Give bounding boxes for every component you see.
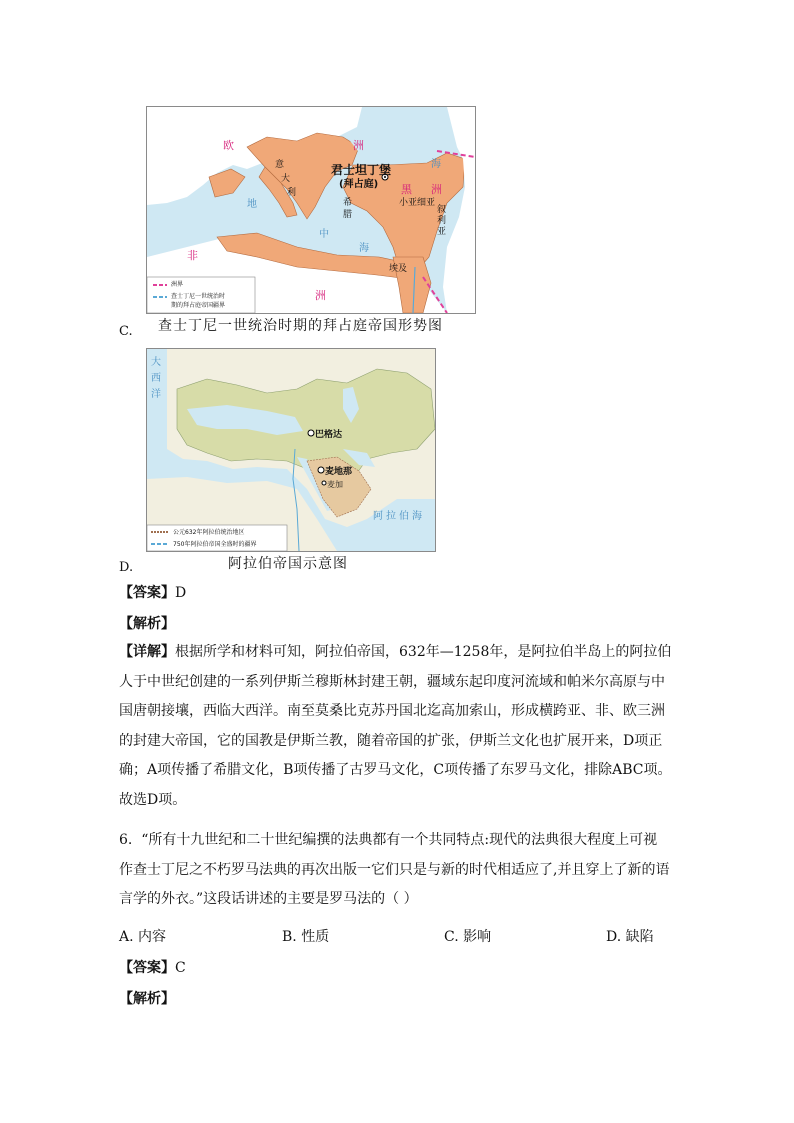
arab-empire-map	[146, 348, 436, 552]
map-label-italy-3: 利	[287, 188, 297, 198]
map-label-italy-1: 意	[275, 160, 285, 170]
answer-tag: 【答案】	[119, 960, 175, 976]
option-d-map-caption: 阿拉伯帝国示意图	[228, 556, 348, 572]
map-label-medina: 麦地那	[325, 467, 353, 477]
q5-answer-line	[119, 582, 186, 602]
q6-stem-line-3: 言学的外衣。”这段话讲述的主要是罗马法的（ ）	[119, 891, 418, 907]
q6-answer-value: C	[175, 960, 186, 976]
choice-letter: B.	[282, 929, 297, 945]
detail-tag: 【详解】	[119, 644, 175, 660]
map-label-sea-hai: 海	[359, 243, 369, 254]
option-d-letter: D.	[119, 560, 134, 575]
map-label-black-sea-hai: 海	[431, 159, 441, 170]
map-label-atlantic-2: 西	[151, 373, 161, 384]
map-label-africa-2: 洲	[315, 289, 326, 302]
detail-line-3: 国唐朝接壤，西临大西洋。南至莫桑比克苏丹国北迄高加索山，形成横跨亚、非、欧三洲	[119, 703, 665, 719]
choice-text: 内容	[138, 929, 167, 945]
choice-letter: C.	[444, 929, 459, 945]
map-legend-territory-1: 查士丁尼一世统治时	[171, 293, 226, 300]
map-legend-border: 洲界	[171, 281, 184, 288]
detail-line-2: 人于中世纪创建的一系列伊斯兰穆斯林封建王朝，疆域东起印度河流域和帕米尔高原与中	[119, 673, 665, 690]
q6-analysis-tag	[119, 988, 175, 1008]
byzantine-map-drawing	[147, 107, 475, 313]
q6-choice-b[interactable]	[282, 926, 329, 946]
q5-answer-value: D	[175, 585, 187, 601]
q6-choice-c[interactable]	[444, 926, 491, 946]
map-label-europe-2: 洲	[353, 139, 364, 152]
option-c-map-caption: 查士丁尼一世统治时期的拜占庭帝国形势图	[158, 318, 443, 334]
q6-answer-line	[119, 957, 186, 977]
q5-detail-paragraph	[119, 638, 675, 815]
map-label-africa: 非	[187, 249, 198, 262]
map-label-greece-2: 腊	[343, 210, 353, 220]
map-label-atlantic-3: 洋	[151, 389, 161, 400]
detail-line-5: 确；A项传播了希腊文化，B项传播了古罗马文化，C项传播了东罗马文化，排除ABC项。	[119, 762, 672, 778]
map-label-egypt: 埃及	[389, 264, 408, 274]
map-label-byzantium: (拜占庭)	[339, 179, 379, 190]
q6-stem-line-2: 作查士丁尼之不朽罗马法典的再次出版一它们只是与新的时代相适应了,并且穿上了新的语	[119, 861, 670, 878]
detail-text-1: 根据所学和材料可知，阿拉伯帝国，632年—1258年，是阿拉伯半岛上的阿拉伯	[175, 644, 672, 660]
detail-line-1	[119, 638, 675, 668]
map-label-asia-minor: 小亚细亚	[399, 198, 436, 208]
byzantine-empire-map	[146, 106, 476, 314]
map-label-baghdad: 巴格达	[315, 430, 343, 440]
map-label-syria: 叙利亚	[437, 205, 447, 237]
map-label-asia: 黑	[401, 183, 412, 196]
map-label-constantinople: 君士坦丁堡	[331, 163, 392, 177]
q5-analysis-tag	[119, 613, 175, 633]
map-legend-750: 750年阿拉伯帝国全盛时的疆界	[173, 541, 257, 548]
choice-letter: A.	[119, 929, 134, 945]
option-c-letter: C.	[119, 324, 133, 339]
choice-text: 影响	[463, 929, 492, 945]
map-legend-territory-2: 期的拜占庭帝国疆界	[171, 302, 226, 309]
analysis-tag: 【解析】	[119, 991, 175, 1007]
choice-text: 缺陷	[625, 929, 654, 945]
map-label-arabian-sea: 阿拉伯海	[373, 511, 425, 522]
map-label-italy-2: 大	[281, 174, 291, 184]
map-label-sea-di: 地	[247, 199, 257, 210]
choice-letter: D.	[606, 929, 622, 945]
detail-line-6: 故选D项。	[119, 791, 187, 808]
question-number: 6.	[119, 832, 133, 848]
q6-stem-line-1	[119, 826, 675, 856]
map-label-mecca: 麦加	[327, 480, 343, 489]
map-label-greece-1: 希	[343, 198, 353, 208]
map-legend-632: 公元632年阿拉伯统治地区	[173, 529, 245, 536]
map-label-atlantic-1: 大	[151, 357, 161, 368]
q6-stem	[119, 826, 675, 915]
map-label-asia-2: 洲	[431, 183, 442, 196]
q6-choice-d[interactable]	[606, 926, 654, 946]
analysis-tag: 【解析】	[119, 616, 175, 632]
map-label-sea-zhong: 中	[319, 229, 329, 240]
q6-stem-text-1: “所有十九世纪和二十世纪编撰的法典都有一个共同特点:现代的法典很大程度上可视	[141, 832, 658, 848]
q6-choice-a[interactable]	[119, 926, 166, 946]
map-label-europe: 欧	[223, 139, 234, 152]
choice-text: 性质	[301, 929, 330, 945]
answer-tag: 【答案】	[119, 585, 175, 601]
detail-line-4: 的封建大帝国，它的国教是伊斯兰教，随着帝国的扩张，伊斯兰文化也扩展开来，D项正	[119, 732, 663, 749]
